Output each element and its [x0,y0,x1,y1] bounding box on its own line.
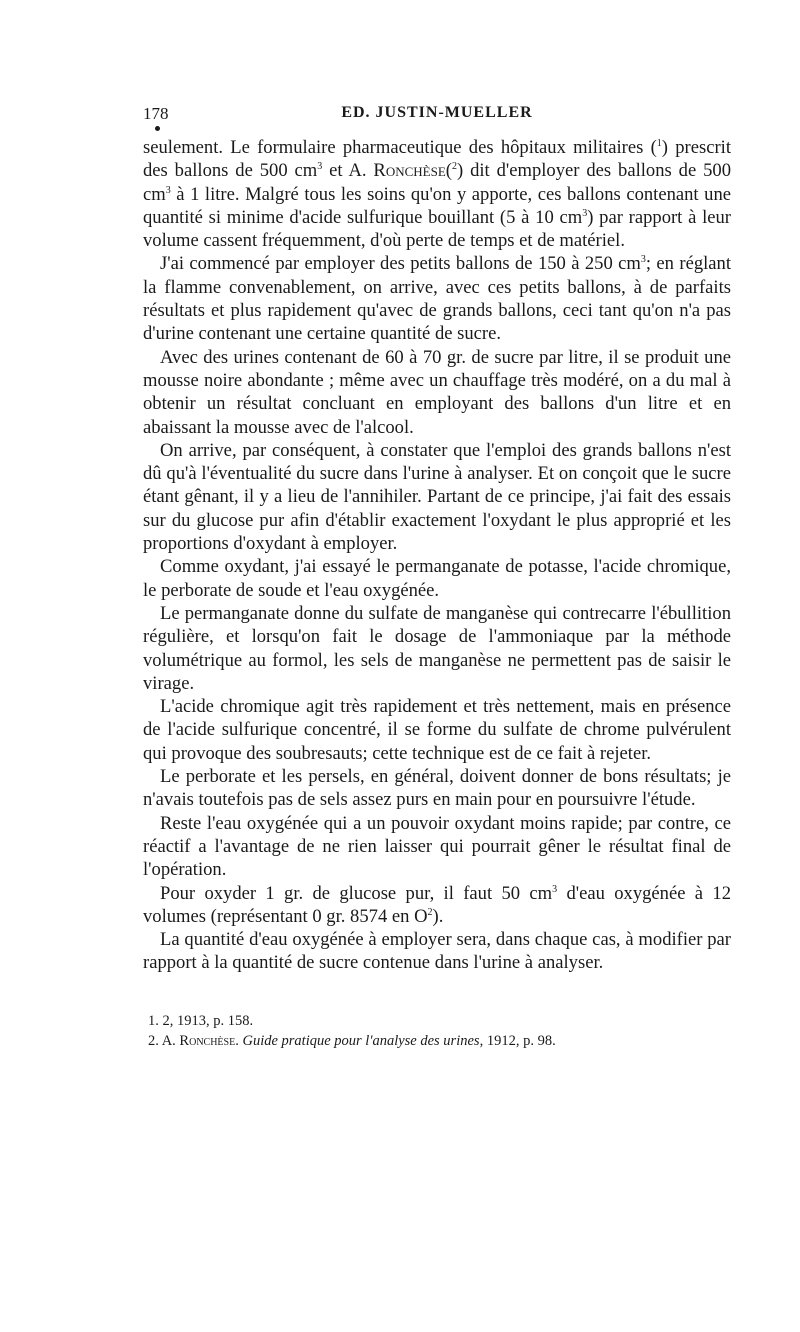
text-run: ( [445,160,452,182]
footnote-ref-1: 1 [656,137,662,149]
paragraph-11: La quantité d'eau oxygénée à employer sera, dans chaque cas, à modifier par rapport à la quantité de sucre contenue dans l'urine à analyser. [143,929,731,974]
paragraph-5: Comme oxydant, j'ai essayé le permanganate de potasse, l'acide chromique, le perborate de soude et l'eau oxygénée. [143,556,731,601]
paragraph-2 [143,252,731,345]
page-header [143,96,731,136]
paragraph-3: Avec des urines contenant de 60 à 70 gr. de sucre par litre, il se produit une mousse noire abondante ; même avec un chauffage très modéré, on a du mal à obtenir un résultat concluant en employant des ballons d'un litre et en abaissant la mousse avec de l'alcool. [143,346,731,438]
paragraph-4: On arrive, par conséquent, à constater que l'emploi des grands ballons n'est dû qu'à l'éventualité du sucre dans l'urine à analyser. Et on conçoit que le sucre étant gênant, il y a lieu de l'annihiler. Partant de ce principe, j'ai fait des essais sur du glucose pur afin d'établir exactement l'oxydant le plus approprié et les proportions d'oxydant à employer. [143,439,731,555]
paragraph-6: Le permanganate donne du sulfate de manganèse qui contrecarre l'ébullition régulière, et lorsqu'on fait le dosage de l'ammoniaque par la méthode volumétrique au formol, les sels de manganèse ne permettent pas de saisir le virage. [143,602,731,694]
footnote-suffix: , 1912, p. 98. [479,1032,556,1049]
document-page [143,96,731,1051]
footnote-title: Guide pratique pour l'analyse des urines [242,1032,480,1049]
page-number: 178 [143,104,169,123]
superscript: 3 [582,207,588,219]
text-run: d'eau oxygénée à 12 volumes (représentant 0 gr. 8574 en O [143,882,731,927]
paragraph-10 [143,882,731,929]
footnote-2 [143,1031,731,1051]
text-run: Pour oxyder 1 gr. de glucose pur, il faut 50 cm [160,882,553,904]
footnote-ref-2: 2 [451,161,457,173]
text-run: ). [432,905,444,927]
text-run: ; en réglant la flamme convenablement, on arrive, avec ces petits ballons, à de parfaits résultats et plus rapidement qu'avec de grands ballons, ceci tant qu'on n'a pas d'urine contenant une certaine quantité de sucre. [143,253,731,345]
text-run: ) par rapport à leur volume cassent fréquemment, d'où perte de temps et de matériel. [143,206,731,252]
superscript: 3 [165,184,171,196]
superscript: 3 [640,254,646,266]
superscript: 2 [427,906,433,918]
text-run: à 1 litre. Malgré tous les soins qu'on y apporte, ces ballons contenant une quantité si minime d'acide sulfurique bouillant (5 à 10 cm [143,183,731,228]
paragraph-8: Le perborate et les persels, en général, doivent donner de bons résultats; je n'avais toutefois pas de sels assez purs en main pour en poursuivre l'étude. [143,766,731,811]
text-run: ) dit d'employer des ballons de 500 cm [143,160,731,205]
superscript: 3 [317,161,323,173]
print-speck [155,126,160,131]
footnotes [143,1011,731,1051]
footnote-author: Ronchèse [179,1032,236,1049]
footnote-prefix: 2. A. [148,1032,180,1049]
superscript: 3 [552,883,558,895]
paragraph-9: Reste l'eau oxygénée qui a un pouvoir oxydant moins rapide; par contre, ce réactif a l'avantage de ne rien laisser qui pourrait gêner le résultat final de l'opération. [143,812,731,881]
text-run: J'ai commencé par employer des petits ballons de 150 à 250 cm [160,253,641,275]
paragraph-1 [143,136,731,252]
body-text [143,136,731,975]
footnote-1: 1. 2, 1913, p. 158. [148,1012,254,1029]
text-run: seulement. Le formulaire pharmaceutique des hôpitaux militaires ( [143,137,657,158]
author-name: Ronchèse [373,160,446,182]
paragraph-7: L'acide chromique agit très rapidement et très nettement, mais en présence de l'acide sulfurique concentré, il se forme du sulfate de chrome pulvérulent qui provoque des soubresauts; cette technique est de ce fait à rejeter. [143,696,731,764]
text-run: ) prescrit des ballons de 500 cm [143,137,731,182]
text-run: et A. [322,160,374,182]
running-head: ED. JUSTIN-MUELLER [341,104,533,121]
footnote-separator: . [235,1032,243,1049]
